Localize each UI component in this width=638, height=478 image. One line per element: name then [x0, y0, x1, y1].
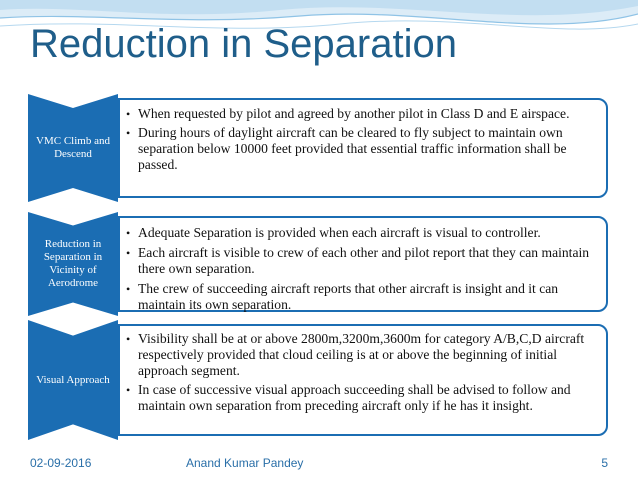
bullet-item: • In case of successive visual approach succeeding shall be advised to follow and maintain own separation from preceding aircraft only if he has it insight.: [126, 382, 571, 413]
content-box: [118, 98, 608, 198]
bullet-item: • Adequate Separation is provided when each aircraft is visual to controller.: [126, 225, 541, 240]
footer-date: 02-09-2016: [30, 456, 92, 470]
content-box: [118, 324, 608, 436]
row-label: Visual Approach: [36, 373, 110, 386]
bullet-item: • When requested by pilot and agreed by another pilot in Class D and E airspace.: [126, 106, 570, 121]
row-label: Reduction in Separation in Vicinity of Aerodrome: [43, 238, 103, 289]
bullet-icon: •: [126, 332, 131, 346]
page-number: 5: [601, 456, 608, 470]
bullet-icon: •: [126, 246, 131, 260]
bullet-item: • Visibility shall be at or above 2800m,3200m,3600m for category A/B,C,D aircraft respectively provided that cloud ceiling is at or above the beginning of initial approach segment.: [126, 331, 585, 378]
bullet-icon: •: [126, 107, 131, 121]
row-aerodrome-vicinity: [28, 212, 608, 316]
bullet-item: • Each aircraft is visible to crew of each other and pilot report that they can maintain there own separation.: [126, 245, 590, 276]
bullet-item: • The crew of succeeding aircraft reports that other aircraft is insight and it can maintain its own separation.: [126, 281, 559, 312]
content-box: [118, 216, 608, 312]
footer-author: Anand Kumar Pandey: [186, 456, 304, 470]
bullet-icon: •: [126, 126, 131, 140]
bullet-icon: •: [126, 226, 131, 240]
bullet-icon: •: [126, 282, 131, 296]
slide-title: Reduction in Separation: [30, 22, 457, 66]
bullet-item: • During hours of daylight aircraft can be cleared to fly subject to maintain own separation below 10000 feet provided that essential traffic information shall be passed.: [126, 125, 567, 172]
bullet-icon: •: [126, 383, 131, 397]
row-vmc-climb-descend: [28, 94, 608, 202]
row-label: VMC Climb and Descend: [36, 135, 110, 160]
row-visual-approach: [28, 320, 608, 440]
